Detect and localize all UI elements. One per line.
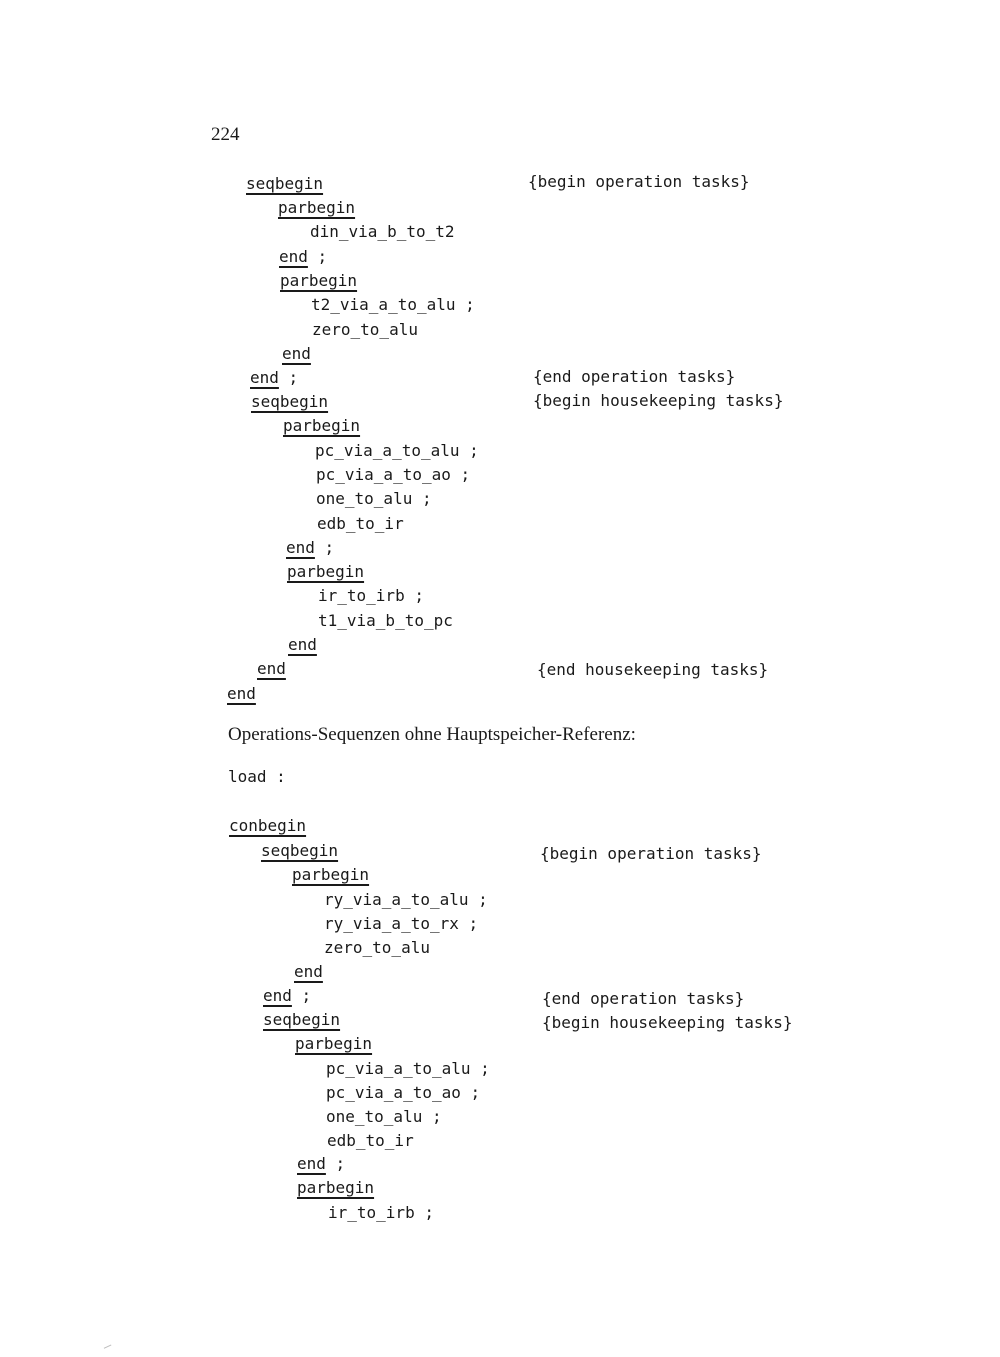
code-text: din_via_b_to_t2 (310, 222, 455, 241)
comment: {end operation tasks} (542, 989, 745, 1008)
code-line (246, 174, 323, 194)
code-line (257, 659, 286, 679)
code-line (228, 767, 286, 787)
keyword: end (227, 684, 256, 703)
code-line (250, 368, 298, 388)
code-text: ; (325, 1154, 346, 1173)
page-number: 224 (211, 124, 240, 145)
keyword: parbegin (295, 1034, 373, 1053)
section-heading: Operations-Sequenzen ohne Hauptspeicher-Referenz: (228, 724, 636, 745)
code-text: ry_via_a_to_alu ; (324, 890, 488, 909)
code-line (263, 1010, 340, 1030)
code-line (227, 684, 256, 704)
keyword: parbegin (297, 1178, 375, 1197)
code-line (310, 222, 455, 242)
code-text: edb_to_ir (327, 1131, 414, 1150)
comment: {begin housekeeping tasks} (533, 391, 784, 410)
code-line (326, 1107, 442, 1127)
code-text: ; (291, 986, 312, 1005)
code-line (283, 416, 360, 436)
code-line (280, 271, 357, 291)
scan-mark (104, 1344, 113, 1350)
code-text: ir_to_irb ; (328, 1203, 434, 1222)
code-line (292, 865, 369, 885)
code-text: ; (307, 247, 328, 266)
keyword: parbegin (278, 198, 356, 217)
code-text: zero_to_alu (324, 938, 430, 957)
code-text: ir_to_irb ; (318, 586, 424, 605)
keyword: end (288, 635, 317, 654)
code-line (279, 247, 327, 267)
code-text: pc_via_a_to_alu ; (326, 1059, 490, 1078)
keyword: end (282, 344, 311, 363)
code-line (328, 1203, 434, 1223)
code-line (286, 538, 334, 558)
keyword: end (263, 986, 292, 1005)
code-line (318, 586, 424, 606)
keyword: end (257, 659, 286, 678)
code-line (327, 1131, 414, 1151)
keyword: parbegin (283, 416, 361, 435)
code-line (316, 465, 470, 485)
code-text: pc_via_a_to_alu ; (315, 441, 479, 460)
code-text: one_to_alu ; (326, 1107, 442, 1126)
code-text: ry_via_a_to_rx ; (324, 914, 479, 933)
code-line (261, 841, 338, 861)
code-line (311, 295, 475, 315)
code-line (263, 986, 311, 1006)
keyword: parbegin (292, 865, 370, 884)
keyword: parbegin (287, 562, 365, 581)
code-text: edb_to_ir (317, 514, 404, 533)
comment: {end housekeeping tasks} (537, 660, 769, 679)
code-line (294, 962, 323, 982)
keyword: end (294, 962, 323, 981)
keyword: seqbegin (246, 174, 324, 193)
code-text: zero_to_alu (312, 320, 418, 339)
keyword: seqbegin (261, 841, 339, 860)
code-line (251, 392, 328, 412)
code-line (315, 441, 479, 461)
code-line (324, 938, 430, 958)
comment: {begin operation tasks} (540, 844, 762, 863)
code-line (326, 1059, 490, 1079)
code-text: ; (314, 538, 335, 557)
code-line (316, 489, 432, 509)
comment: {end operation tasks} (533, 367, 736, 386)
code-text: one_to_alu ; (316, 489, 432, 508)
code-line (297, 1154, 345, 1174)
keyword: parbegin (280, 271, 358, 290)
comment: {begin housekeeping tasks} (542, 1013, 793, 1032)
code-line (278, 198, 355, 218)
code-text: t1_via_b_to_pc (318, 611, 453, 630)
code-line (312, 320, 418, 340)
code-line (297, 1178, 374, 1198)
code-text: t2_via_a_to_alu ; (311, 295, 475, 314)
code-line (229, 816, 306, 836)
code-line (317, 514, 404, 534)
keyword: end (279, 247, 308, 266)
code-line (318, 611, 453, 631)
code-text: pc_via_a_to_ao ; (316, 465, 471, 484)
keyword: end (250, 368, 279, 387)
keyword: end (297, 1154, 326, 1173)
code-line (287, 562, 364, 582)
keyword: seqbegin (251, 392, 329, 411)
code-line (326, 1083, 480, 1103)
comment: {begin operation tasks} (528, 172, 750, 191)
code-line (295, 1034, 372, 1054)
keyword: conbegin (229, 816, 307, 835)
code-line (288, 635, 317, 655)
code-line (324, 890, 488, 910)
keyword: seqbegin (263, 1010, 341, 1029)
code-text: ; (278, 368, 299, 387)
keyword: end (286, 538, 315, 557)
code-line (282, 344, 311, 364)
code-text: pc_via_a_to_ao ; (326, 1083, 481, 1102)
code-line (324, 914, 478, 934)
code-text: load : (228, 767, 286, 786)
